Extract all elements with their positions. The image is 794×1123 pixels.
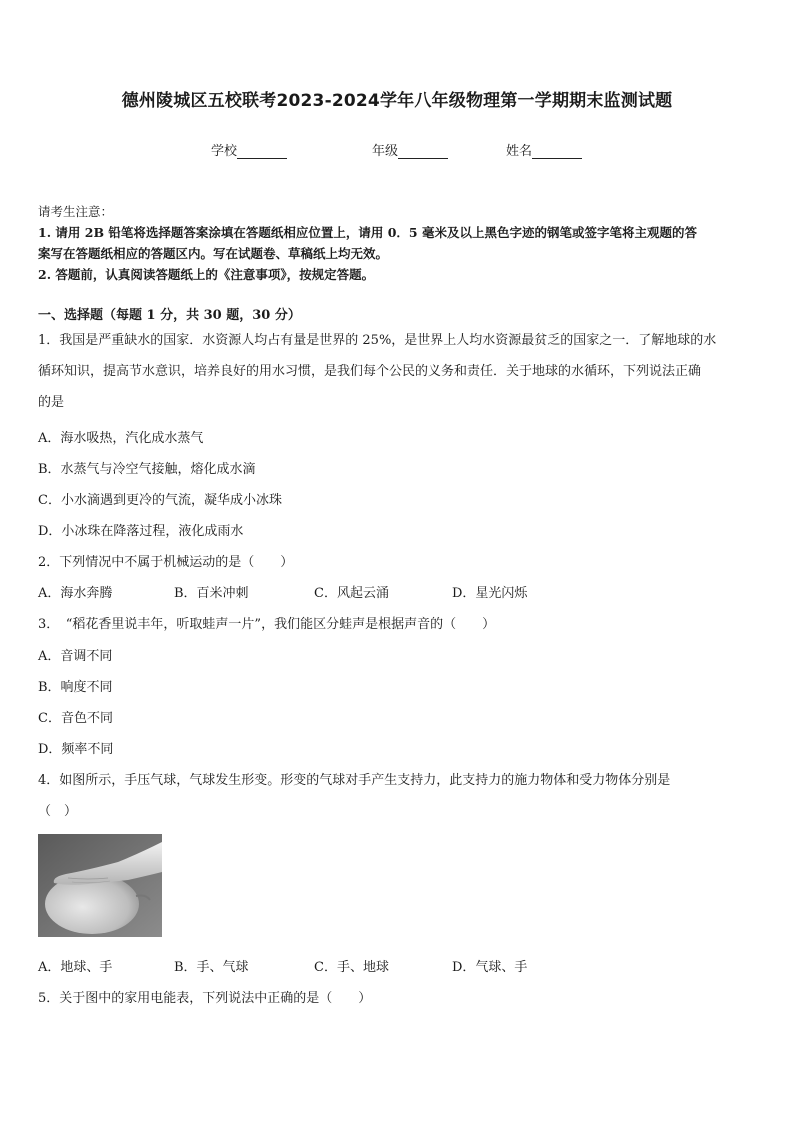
question-1	[38, 325, 758, 418]
page-title: 德州陵城区五校联考2023-2024学年八年级物理第一学期期末监测试题	[121, 91, 673, 111]
notice-heading: 请考生注意：	[38, 204, 114, 219]
grade-field	[372, 140, 448, 159]
q1-line-3: 的是	[38, 395, 65, 410]
notice-item-1-line-2: 案写在答题纸相应的答题区内。写在试题卷、草稿纸上均无效。	[38, 246, 389, 261]
q4-option-b: B．手、气球	[174, 960, 249, 975]
question-4-line-1: 4．如图所示，手压气球，气球发生形变。形变的气球对手产生支持力，此支持力的施力物体和受力物体分别是	[38, 773, 671, 788]
question-2: 2．下列情况中不属于机械运动的是（ ）	[38, 555, 294, 570]
question-3: 3． “稻花香里说丰年，听取蛙声一片”，我们能区分蛙声是根据声音的（ ）	[38, 617, 496, 632]
q2-option-d: D．星光闪烁	[452, 586, 528, 601]
grade-label: 年级	[372, 144, 399, 159]
q1-option-a: A．海水吸热，汽化成水蒸气	[38, 431, 204, 446]
q1-line-2: 循环知识，提高节水意识，培养良好的用水习惯，是我们每个公民的义务和责任．关于地球的水循环，下列说法正确	[38, 364, 702, 379]
name-label: 姓名	[506, 144, 533, 159]
q2-option-b: B．百米冲刺	[174, 586, 249, 601]
notice-item-1-line-1: 1. 请用 2B 铅笔将选择题答案涂填在答题纸相应位置上，请用 0．5 毫米及以上黑色字迹的钢笔或签字笔将主观题的答	[38, 225, 697, 240]
q1-option-c: C．小水滴遇到更冷的气流，凝华成小冰珠	[38, 493, 282, 508]
q4-option-a: A．地球、手	[38, 960, 113, 975]
q1-option-d: D．小冰珠在降落过程，液化成雨水	[38, 524, 244, 539]
q3-option-a: A．音调不同	[38, 649, 113, 664]
notice-item-2: 2. 答题前，认真阅读答题纸上的《注意事项》，按规定答题。	[38, 267, 375, 282]
q1-line-1: 1．我国是严重缺水的国家．水资源人均占有量是世界的 25%，是世界上人均水资源最贫乏的国家之一．了解地球的水	[38, 333, 717, 348]
q4-option-d: D．气球、手	[452, 960, 528, 975]
q3-option-d: D．频率不同	[38, 742, 114, 757]
question-4-line-2: （ ）	[38, 804, 78, 819]
q1-option-b: B．水蒸气与冷空气接触，熔化成水滴	[38, 462, 256, 477]
section-title: 一、选择题（每题 1 分，共 30 题，30 分）	[38, 308, 301, 323]
q2-option-c: C．风起云涌	[314, 586, 389, 601]
name-field	[506, 140, 582, 159]
q3-option-c: C．音色不同	[38, 711, 113, 726]
question-5: 5．关于图中的家用电能表，下列说法中正确的是（ ）	[38, 991, 372, 1006]
grade-blank	[398, 144, 448, 159]
school-blank	[237, 144, 287, 159]
hand-pressing-balloon-image	[38, 834, 162, 937]
notice-block	[38, 201, 758, 285]
name-blank	[532, 144, 582, 159]
q3-option-b: B．响度不同	[38, 680, 113, 695]
school-label: 学校	[211, 144, 238, 159]
q4-option-c: C．手、地球	[314, 960, 389, 975]
q2-option-a: A．海水奔腾	[38, 586, 113, 601]
school-field	[211, 140, 287, 159]
